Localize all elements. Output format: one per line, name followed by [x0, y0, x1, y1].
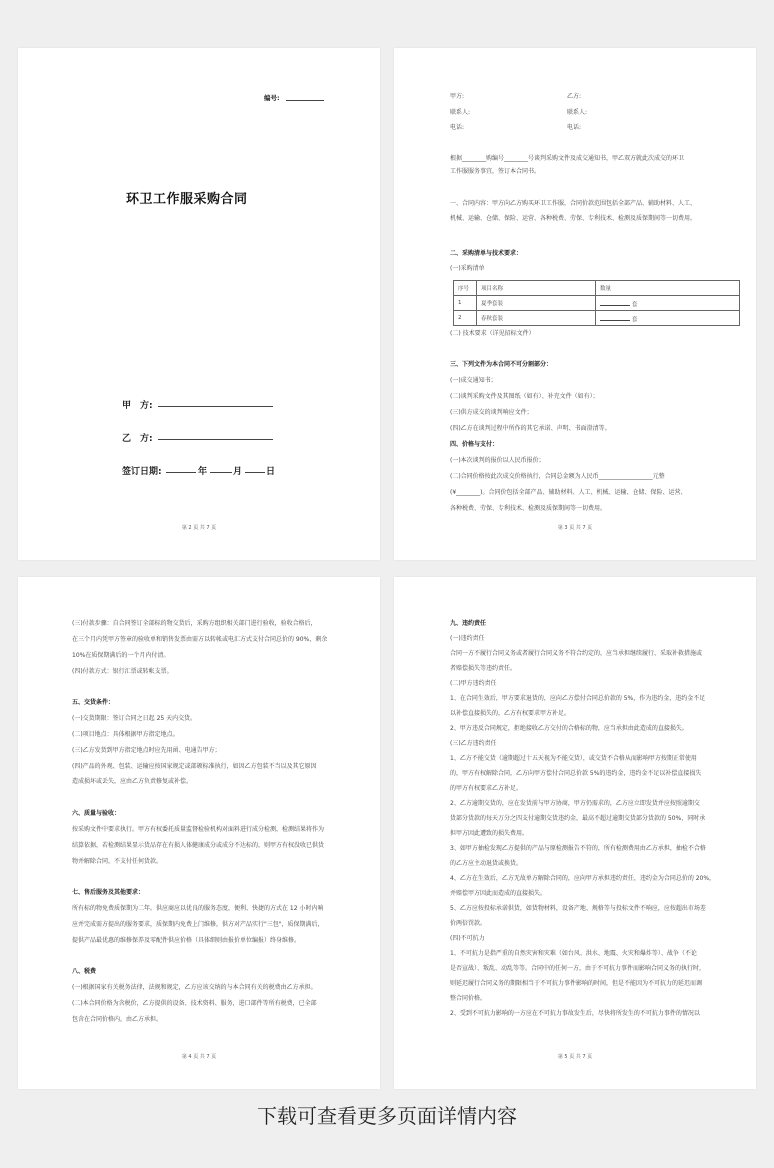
- paragraph-line: (四)付款方式：银行汇票或转帐支票。: [72, 668, 173, 675]
- paragraph-line: 则延迟履行合同义务的期限相当于不可抗力事件影响的时间，但是不能因为不可抗力的延迟而调: [450, 980, 703, 987]
- paragraph-line: (四)产品的外观、包装、运输应按国家规定或部颁标准执行，如因乙方包装不当以及其它原因: [72, 763, 317, 770]
- month-blank: [210, 472, 232, 473]
- section-heading: 八、税费: [72, 968, 97, 975]
- paragraph-line: (三)乙方违约责任: [450, 740, 497, 747]
- purchase-list-table: [453, 280, 740, 326]
- paragraph-line: (二) 技术要求（详见招标文件）: [450, 330, 535, 337]
- paragraph-line: 结算依据，若检测结果显示货品存在有损人体健康成分或成分不达标的，则甲方有权没收已供货: [72, 842, 325, 849]
- day-label: 日: [266, 467, 276, 477]
- paragraph-line: 货部分货款的每天万分之四支付逾期交货违约金，最高不超过逾期交货部分货款的 50%，同时承: [450, 815, 706, 822]
- download-more-caption: 下载可查看更多页面详情内容: [257, 1104, 517, 1128]
- paragraph-line: (¥________)。合同价包括全部产品、辅助材料、人工、机械、运输、仓储、保险、运营、: [450, 489, 687, 496]
- party-a-label: 甲 方:: [122, 401, 153, 411]
- table-cell: 夏季套装: [477, 296, 596, 311]
- phone-a-field: 电话:: [450, 124, 465, 131]
- paragraph-line: 价两倍罚款。: [450, 920, 487, 927]
- paragraph-line: (一)违约责任: [450, 635, 485, 642]
- table-row: [454, 311, 740, 326]
- table-header-row: [454, 281, 740, 296]
- paragraph-line: 是否宣战）、叛乱、动乱等等。合同中的任何一方，由于不可抗力事件而影响合同义务的执行时，: [450, 965, 706, 972]
- table-cell: 2: [454, 311, 477, 326]
- year-label: 年: [198, 467, 208, 477]
- party-a-blank: [158, 406, 273, 407]
- subsection-label: (一)采购清单: [450, 265, 485, 272]
- paragraph-line: 合同一方不履行合同义务或者履行合同义务不符合约定的，应当承担继续履行、采取补救措施或: [450, 650, 703, 657]
- paragraph-line: (四)不可抗力: [450, 935, 485, 942]
- paragraph-line: 5、乙方应按投标承诺供货，如货物材料，设备产地、规格等与投标文件不响应，应按超出市场差: [450, 905, 706, 912]
- contract-title: 环卫工作服采购合同: [126, 192, 248, 207]
- paragraph-line: 并赔偿甲方因此而造成的直接损失。: [450, 890, 547, 897]
- paragraph-line: 2、受到不可抗力影响的一方应在不可抗力事故发生后，尽快将所发生的不可抗力事件的情况以: [450, 1010, 700, 1017]
- document-page-3: [18, 577, 380, 1089]
- paragraph-line: (二)甲方违约责任: [450, 680, 497, 687]
- paragraph-line: 所有标的物免费质保期为二年。供应商应以优良的服务态度，便利、快捷的方式在 12 小时内响: [72, 905, 324, 912]
- day-blank: [245, 472, 265, 473]
- table-cell: 春秋套装: [477, 311, 596, 326]
- page-footer: 第 3 页 共 7 页: [557, 525, 593, 531]
- paragraph-line: (二)项目地点：具体根据甲方指定地点。: [72, 731, 179, 738]
- paragraph-line: 提供产品最优惠的维修保养及零配件供应价格（具体细则由报价单位编报）终身维修。: [72, 937, 301, 944]
- paragraph-line: (三)付款步骤：自合同签订全部标的物交货后，采购方组织相关部门进行验收，验收合格后，: [72, 620, 317, 627]
- table-cell: [596, 311, 740, 326]
- section-heading: 二、采购清单与技术要求：: [450, 250, 523, 257]
- quantity-blank: [600, 299, 630, 306]
- section-heading: 三、下列文件为本合同不可分割部分：: [450, 361, 553, 368]
- paragraph-line: 各种税费、劳保、专利技术、检测及质保期间等一切费用。: [450, 505, 607, 512]
- paragraph-line: 的甲方有权要求乙方补足。: [450, 785, 523, 792]
- paragraph-line: 1、在合同生效后，甲方要求退货的，应向乙方偿付合同总价款的 5%，作为违约金，违约金不足: [450, 695, 706, 702]
- party-b-blank: [158, 439, 273, 440]
- paragraph-line: 的，甲方有权解除合同，乙方向甲方偿付合同总价款 5%的违约金，违约金不足以补偿直接损失: [450, 770, 702, 777]
- paragraph-line: 2、甲方违反合同规定，拒绝接收乙方交付的合格标的物，应当承担由此造成的直接损失。: [450, 725, 688, 732]
- paragraph-line: 者赔偿损失等违约责任。: [450, 665, 517, 672]
- page-footer: 第 2 页 共 7 页: [181, 525, 217, 531]
- paragraph-line: (二)本合同价格为含税价，乙方提供的设备、技术资料、服务，进口部件等所有税费，已全部: [72, 1000, 317, 1007]
- paragraph-line: 造成损坏或丢失，应由乙方负责修复或补偿。: [72, 778, 193, 785]
- paragraph-line: 整合同价格。: [450, 995, 487, 1002]
- paragraph-line: (二)谈判采购文件及其图纸（如有）、补充文件（如有）；: [450, 393, 599, 400]
- phone-b-field: 电话:: [567, 124, 582, 131]
- document-page-cover: [18, 48, 380, 560]
- paragraph-line: 担甲方因此遭致的损失费用。: [450, 830, 529, 837]
- contact-b-field: 联系人:: [567, 109, 588, 116]
- table-cell: 1: [454, 296, 477, 311]
- paragraph-line: 1、乙方不能交货（逾期超过十五天视为不能交货），或交货不合格从而影响甲方按期正常使用: [450, 755, 697, 762]
- paragraph-line: 按采购文件中要求执行。甲方有权委托质量监督检验机构对面料进行成分检测，检测结果将作为: [72, 826, 325, 833]
- paragraph-line: (一)成交通知书；: [450, 377, 497, 384]
- paragraph-line: 机械、运输、仓储、保险、运营、各种税费、劳保、专利技术、检测及质保期间等一切费用。: [450, 215, 697, 222]
- section-heading: 五、交货条件：: [72, 699, 115, 706]
- paragraph-line: (一)交货期限：签订合同之日起 25 天内交货。: [72, 715, 197, 722]
- serial-blank: [286, 100, 324, 101]
- section-heading: 七、售后服务及其他要求：: [72, 889, 145, 896]
- table-header-cell: 序号: [454, 281, 477, 296]
- paragraph-line: (一)本次谈判的报价以人民币报价；: [450, 457, 545, 464]
- table-row: [454, 296, 740, 311]
- paragraph-line: (一)根据国家有关税务法律，法规和规定，乙方应该交纳的与本合同有关的税费由乙方承担。: [72, 984, 317, 991]
- contact-a-field: 联系人:: [450, 109, 471, 116]
- page-footer: 第 4 页 共 7 页: [181, 1054, 217, 1060]
- paragraph-line: (四)乙方在谈判过程中所作的其它承诺、声明、书面澄清等。: [450, 425, 611, 432]
- party-b-label: 乙 方:: [122, 434, 153, 444]
- paragraph-line: 工作服服务事宜，签订本合同书。: [450, 168, 541, 175]
- table-cell: [596, 296, 740, 311]
- serial-label: 编号:: [264, 94, 280, 102]
- document-page-2: [394, 48, 756, 560]
- paragraph-line: 包含在合同价格内，由乙方承担。: [72, 1016, 163, 1023]
- section-heading: 六、质量与验收：: [72, 810, 121, 817]
- party-a-field: 甲方:: [450, 93, 465, 100]
- page-footer: 第 5 页 共 7 页: [557, 1054, 593, 1060]
- paragraph-line: 一、合同内容：甲方向乙方购买环卫工作服，合同价款范围包括全部产品、辅助材料、人工、: [450, 200, 697, 207]
- quantity-blank: [600, 314, 630, 321]
- paragraph-line: 在三个月内凭甲方签章的验收单和销售发票由需方以转帐或电汇方式支付合同总价的 90%，剩余: [72, 636, 328, 643]
- table-header-cell: 项目名称: [477, 281, 596, 296]
- paragraph-line: 1、不可抗力是指严重的自然灾害和灾难（如台风、洪水、地震、火灾和爆炸等）、战争（不论: [450, 950, 697, 957]
- paragraph-line: (三)供方成交的谈判响应文件；: [450, 409, 533, 416]
- paragraph-line: 以补偿直接损失的，乙方有权要求甲方补足。: [450, 710, 571, 717]
- paragraph-line: 应并完成需方提出的服务要求，质保期内免费上门维修，供方对产品实行"三包"，质保期满后，: [72, 921, 324, 928]
- paragraph-line: (二)合同价格按此次成交价格执行，合同总金额为人民币__________________元整: [450, 473, 665, 480]
- month-label: 月: [233, 467, 243, 477]
- paragraph-line: 3、如甲方抽检发现乙方提供的产品与原检测报告不符的，所有检测费用由乙方承担，抽检不合格: [450, 845, 706, 852]
- paragraph-line: 的乙方应主动退货或换货。: [450, 860, 523, 867]
- sign-date-label: 签订日期:: [122, 467, 162, 477]
- paragraph-line: 4、乙方在生效后，乙方无故单方解除合同的，应向甲方承担违约责任，违约金为合同总价的 20%，: [450, 875, 716, 882]
- document-page-4: [394, 577, 756, 1089]
- unit-label: 套: [632, 316, 638, 323]
- paragraph-line: 物并解除合同，不支付任何货款。: [72, 858, 163, 865]
- section-heading: 四、价格与支付：: [450, 441, 499, 448]
- table-header-cell: 数量: [596, 281, 740, 296]
- paragraph-line: 根据________购编号________号谈判采购文件及成交通知书，甲乙双方就此次成交的环卫: [450, 155, 685, 162]
- unit-label: 套: [632, 301, 638, 308]
- paragraph-line: (三)乙方发货到甲方指定地点时应先用函、电通告甲方；: [72, 747, 221, 754]
- party-b-field: 乙方:: [567, 93, 582, 100]
- paragraph-line: 2、乙方逾期交货的，应在发货前与甲方协商，甲方仍需求的，乙方应立即发货并应按照逾期交: [450, 800, 700, 807]
- paragraph-line: 10%在质保期满后的一个月内付清。: [72, 652, 170, 659]
- year-blank: [166, 472, 196, 473]
- section-heading: 九、违约责任: [450, 620, 487, 627]
